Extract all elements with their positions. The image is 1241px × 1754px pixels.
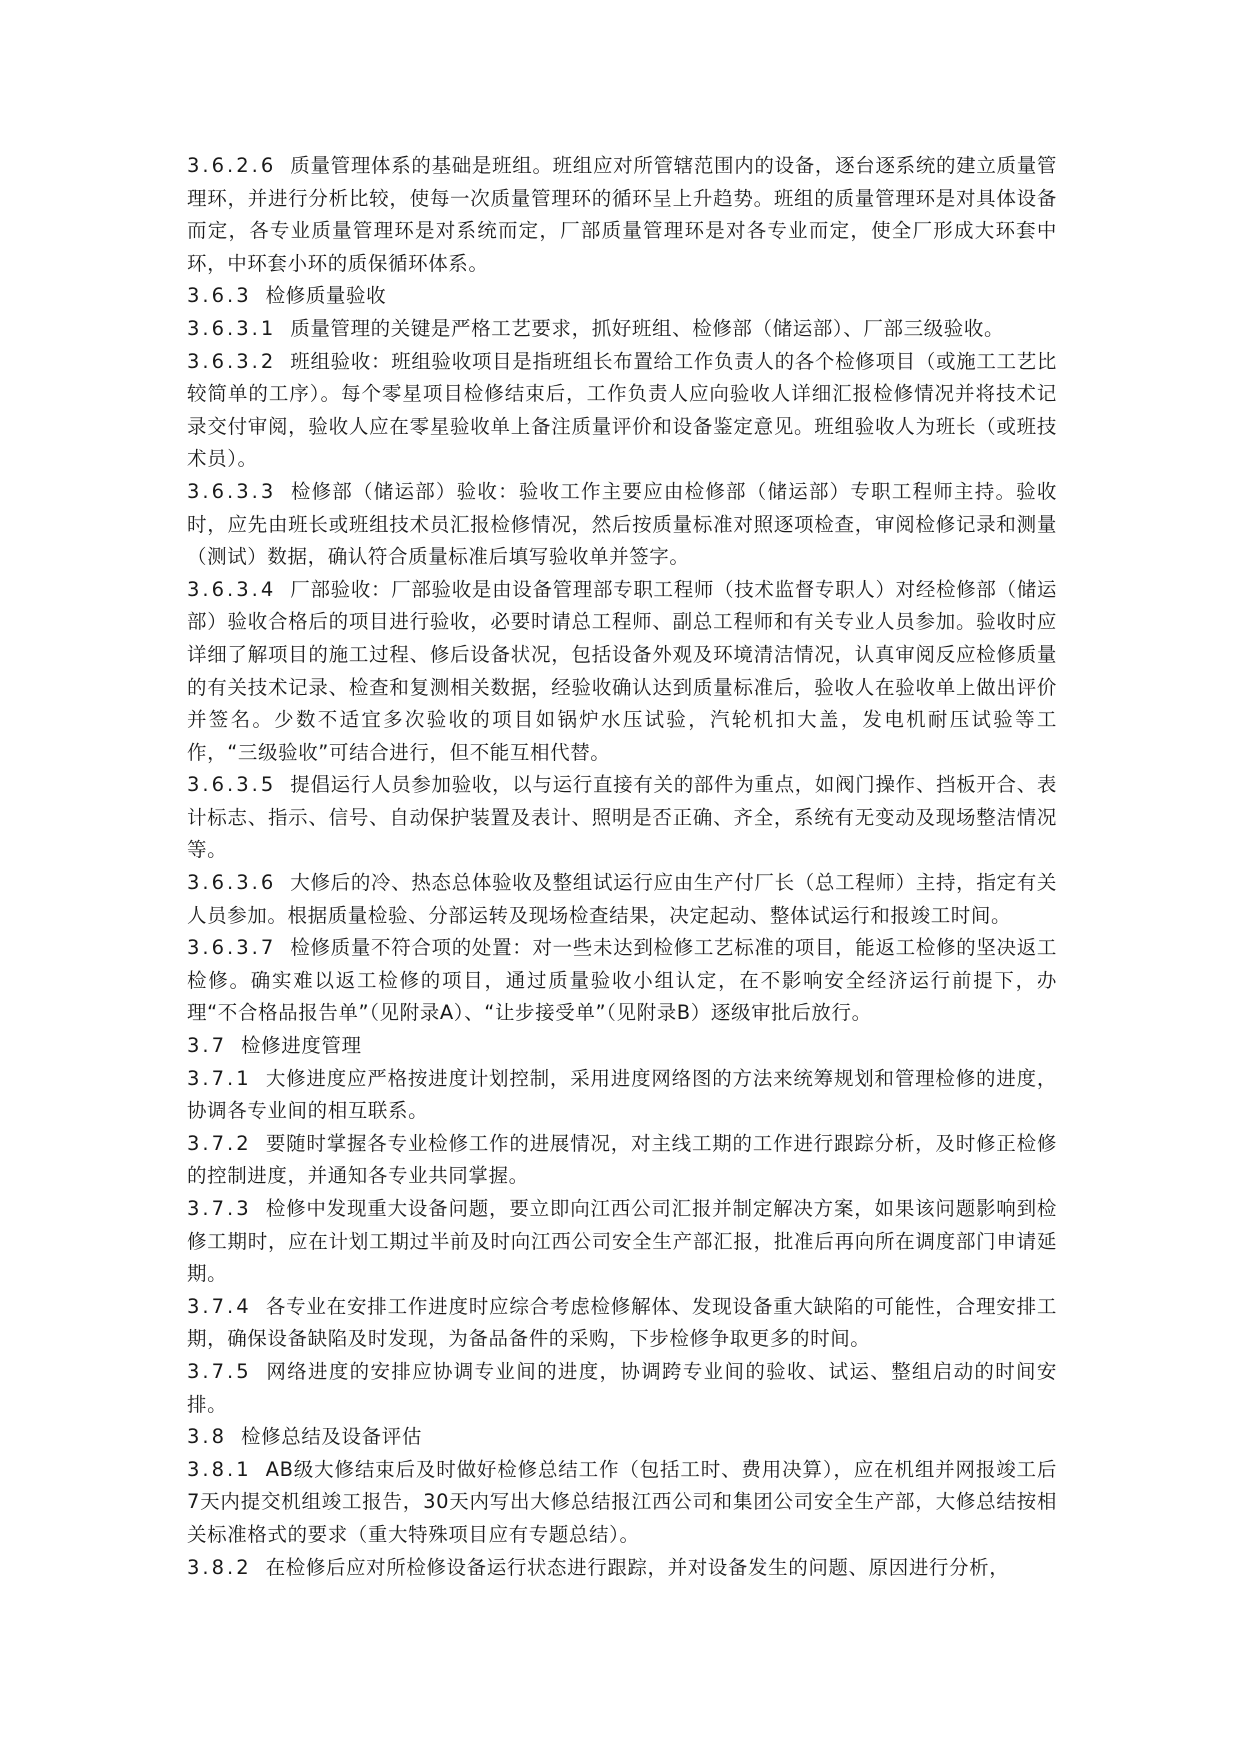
paragraph xyxy=(187,574,1057,770)
clause-number: 3.7.1 xyxy=(187,1066,252,1090)
paragraph-text: AB级大修结束后及时做好检修总结工作（包括工时、费用决算），应在机组并网报竣工后7天内提交机组竣工报告，30天内写出大修总结报江西公司和集团公司安全生产部，大修总结按相关标准格式的要求（重大特殊项目应有专题总结）。 xyxy=(187,1457,1057,1546)
clause-number: 3.6.3.7 xyxy=(187,936,277,960)
paragraph xyxy=(187,1193,1057,1291)
paragraph xyxy=(187,867,1057,932)
paragraph xyxy=(187,346,1057,476)
paragraph xyxy=(187,1291,1057,1356)
clause-number: 3.8.2 xyxy=(187,1555,252,1579)
heading-text: 检修质量验收 xyxy=(265,284,387,308)
clause-number: 3.7 xyxy=(187,1034,228,1058)
paragraph-text: 检修部（储运部）验收：验收工作主要应由检修部（储运部）专职工程师主持。验收时，应先由班长或班组技术员汇报检修情况，然后按质量标准对照逐项检查，审阅检修记录和测量（测试）数据，确认符合质量标准后填写验收单并签字。 xyxy=(187,479,1057,569)
paragraph-text: 大修进度应严格按进度计划控制，采用进度网络图的方法来统筹规划和管理检修的进度，协调各专业间的相互联系。 xyxy=(187,1066,1057,1123)
clause-number: 3.6.3 xyxy=(187,284,252,308)
paragraph xyxy=(187,150,1057,280)
clause-number: 3.7.2 xyxy=(187,1131,252,1155)
paragraph xyxy=(187,932,1057,1030)
paragraph-text: 厂部验收：厂部验收是由设备管理部专职工程师（技术监督专职人）对经检修部（储运部）验收合格后的项目进行验收，必要时请总工程师、副总工程师和有关专业人员参加。验收时应详细了解项目的施工过程、修后设备状况，包括设备外观及环境清洁情况，认真审阅反应检修质量的有关技术记录、检查和复测相关数据，经验收确认达到质量标准后，验收人在验收单上做出评价并签名。少数不适宜多次验收的项目如锅炉水压试验，汽轮机扣大盖，发电机耐压试验等工作，“三级验收”可结合进行，但不能互相代替。 xyxy=(187,577,1057,764)
heading-text: 检修进度管理 xyxy=(241,1034,362,1058)
paragraph xyxy=(187,1128,1057,1193)
clause-number: 3.7.4 xyxy=(187,1294,252,1318)
clause-number: 3.6.3.4 xyxy=(187,577,277,601)
clause-number: 3.6.3.6 xyxy=(187,871,277,895)
paragraph-text: 检修质量不符合项的处置：对一些未达到检修工艺标准的项目，能返工检修的坚决返工检修。确实难以返工检修的项目，通过质量验收小组认定，在不影响安全经济运行前提下，办理“不合格品报告单”（见附录A）、“让步接受单”（见附录B）逐级审批后放行。 xyxy=(187,936,1057,1025)
clause-number: 3.6.2.6 xyxy=(187,154,277,177)
heading-text: 检修总结及设备评估 xyxy=(241,1425,422,1449)
clause-number: 3.6.3.1 xyxy=(187,316,277,340)
section-heading xyxy=(187,1030,1057,1063)
paragraph xyxy=(187,1356,1057,1421)
document-body xyxy=(187,150,1057,1584)
paragraph-text: 质量管理体系的基础是班组。班组应对所管辖范围内的设备，逐台逐系统的建立质量管理环，并进行分析比较，使每一次质量管理环的循环呈上升趋势。班组的质量管理环是对具体设备而定，各专业质量管理环是对系统而定，厂部质量管理环是对各专业而定，使全厂形成大环套中环，中环套小环的质保循环体系。 xyxy=(187,154,1057,275)
paragraph-text: 各专业在安排工作进度时应综合考虑检修解体、发现设备重大缺陷的可能性，合理安排工期，确保设备缺陷及时发现，为备品备件的采购，下步检修争取更多的时间。 xyxy=(187,1294,1057,1351)
paragraph-text: 班组验收：班组验收项目是指班组长布置给工作负责人的各个检修项目（或施工工艺比较简单的工序）。每个零星项目检修结束后，工作负责人应向验收人详细汇报检修情况并将技术记录交付审阅，验收人应在零星验收单上备注质量评价和设备鉴定意见。班组验收人为班长（或班技术员）。 xyxy=(187,349,1057,471)
paragraph-text: 大修后的冷、热态总体验收及整组试运行应由生产付厂长（总工程师）主持，指定有关人员参加。根据质量检验、分部运转及现场检查结果，决定起动、整体试运行和报竣工时间。 xyxy=(187,871,1057,927)
section-heading xyxy=(187,280,1057,313)
paragraph xyxy=(187,476,1057,574)
paragraph xyxy=(187,313,1057,346)
clause-number: 3.8.1 xyxy=(187,1457,252,1481)
paragraph-text: 质量管理的关键是严格工艺要求，抓好班组、检修部（储运部）、厂部三级验收。 xyxy=(290,316,1005,340)
clause-number: 3.6.3.2 xyxy=(187,349,277,373)
paragraph xyxy=(187,1552,1057,1585)
section-heading xyxy=(187,1421,1057,1454)
clause-number: 3.7.3 xyxy=(187,1197,252,1220)
paragraph-text: 检修中发现重大设备问题，要立即向江西公司汇报并制定解决方案，如果该问题影响到检修工期时，应在计划工期过半前及时向江西公司安全生产部汇报，批准后再向所在调度部门申请延期。 xyxy=(187,1197,1057,1286)
clause-number: 3.8 xyxy=(187,1425,228,1449)
paragraph xyxy=(187,769,1057,867)
paragraph xyxy=(187,1063,1057,1128)
paragraph-text: 网络进度的安排应协调专业间的进度，协调跨专业间的验收、试运、整组启动的时间安排。 xyxy=(187,1359,1057,1416)
clause-number: 3.6.3.3 xyxy=(187,479,277,503)
clause-number: 3.7.5 xyxy=(187,1359,252,1383)
paragraph-text: 要随时掌握各专业检修工作的进展情况，对主线工期的工作进行跟踪分析，及时修正检修的控制进度，并通知各专业共同掌握。 xyxy=(187,1131,1057,1188)
paragraph-text: 在检修后应对所检修设备运行状态进行跟踪，并对设备发生的问题、原因进行分析， xyxy=(265,1555,1010,1579)
paragraph xyxy=(187,1454,1057,1552)
clause-number: 3.6.3.5 xyxy=(187,773,277,797)
paragraph-text: 提倡运行人员参加验收，以与运行直接有关的部件为重点，如阀门操作、挡板开合、表计标志、指示、信号、自动保护装置及表计、照明是否正确、齐全，系统有无变动及现场整洁情况等。 xyxy=(187,773,1057,862)
